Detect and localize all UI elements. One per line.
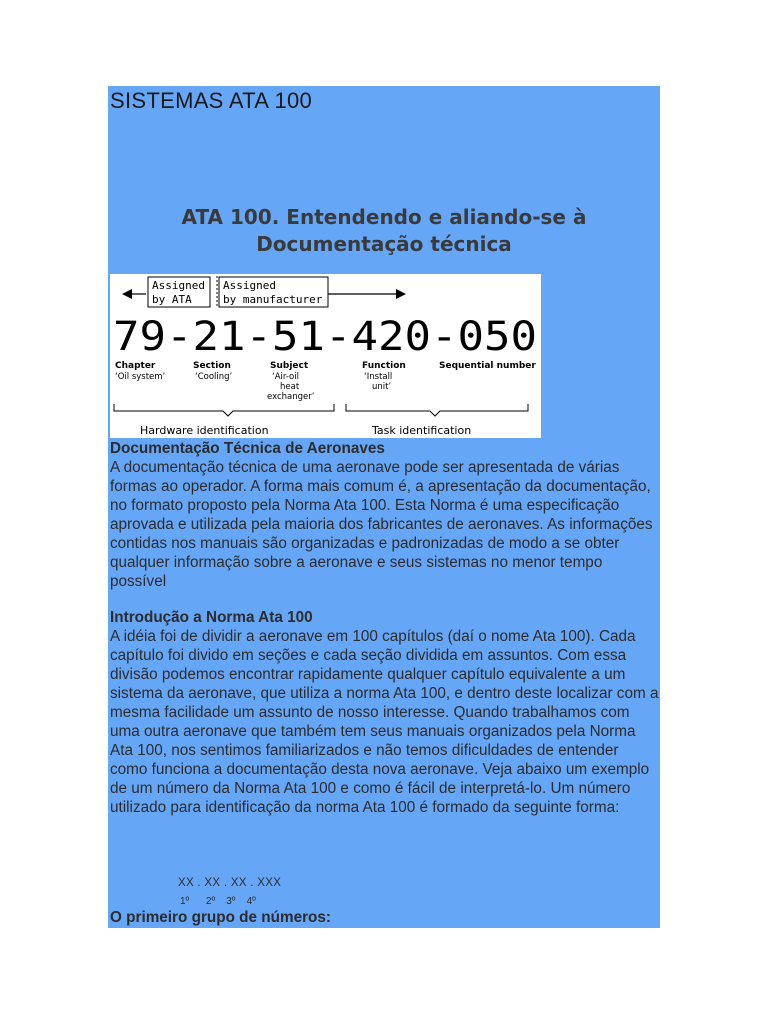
- assigned-ata-line2: by ATA: [152, 293, 192, 306]
- article-heading: ATA 100. Entendendo e aliando-se à Documentação técnica: [181, 205, 587, 256]
- section-title: Introdução a Norma Ata 100: [110, 609, 313, 626]
- ordinal-2: 2º: [205, 896, 216, 907]
- ata-number-diagram: [110, 274, 541, 438]
- ata-number: 79-21-51-420-050: [113, 314, 537, 360]
- section-label: Section: [193, 361, 231, 371]
- document-page: [108, 86, 660, 928]
- section-title: Documentação Técnica de Aeronaves: [110, 440, 385, 457]
- section-documentacao: [110, 439, 660, 591]
- subject-label: Subject: [270, 361, 309, 371]
- subject-desc-2: heat: [280, 382, 300, 392]
- ordinal-3: 3º: [226, 896, 236, 907]
- assigned-manufacturer-line2: by manufacturer: [223, 293, 323, 306]
- ordinal-4: 4º: [246, 896, 256, 907]
- ata-diagram-svg: [110, 274, 541, 438]
- function-label: Function: [362, 361, 406, 371]
- assigned-manufacturer-line1: Assigned: [223, 279, 276, 292]
- function-desc-2: unit’: [372, 382, 392, 392]
- hardware-identification-label: Hardware identification: [140, 424, 269, 437]
- section-body: A documentação técnica de uma aeronave pode ser apresentada de várias formas ao operador. A forma mais comum é, a apresentação da documentação, no formato proposto pela Norma Ata 100. Esta Norma é uma especificação aprovada e utilizada pela maioria dos fabricantes de aeronaves. As informações contidas nos manuais são organizadas e padronizadas de modo a se obter qualquer informação sobre a aeronave e seus sistemas no menor tempo possível: [110, 459, 653, 590]
- first-group-heading: O primeiro grupo de números:: [110, 909, 331, 926]
- ata-format-code: XX . XX . XX . XXX: [178, 877, 282, 889]
- right-arrow-icon: [396, 289, 406, 299]
- task-identification-label: Task identification: [372, 424, 472, 437]
- chapter-desc: ‘Oil system’: [115, 372, 166, 382]
- left-arrow-icon: [122, 289, 132, 299]
- section-introducao: [110, 608, 660, 817]
- ordinal-1: 1º: [180, 896, 190, 907]
- function-desc-1: ‘Install: [364, 372, 393, 382]
- hardware-brace: [114, 404, 334, 416]
- ata-format-ordinals: [180, 896, 256, 907]
- task-brace: [346, 404, 528, 416]
- document-title: SISTEMAS ATA 100: [110, 88, 313, 113]
- subject-desc-1: ‘Air-oil: [272, 372, 299, 382]
- subject-desc-3: exchanger’: [267, 392, 315, 402]
- section-body: A idéia foi de dividir a aeronave em 100 capítulos (daí o nome Ata 100). Cada capítulo foi divido em seções e cada seção dividida em assuntos. Com essa divisão podemos encontrar rapidamente qualquer capítulo equivalente a um sistema da aeronave, que utiliza a norma Ata 100, e dentro deste localizar com a mesma facilidade um assunto de nosso interesse. Quando trabalhamos com uma outra aeronave que também tem seus manuais organizados pela Norma Ata 100, nos sentimos familiarizados e não temos dificuldades de entender como funciona a documentação desta nova aeronave. Veja abaixo um exemplo de um número da Norma Ata 100 e como é fácil de interpretá-lo. Um número utilizado para identificação da norma Ata 100 é formado da seguinte forma:: [110, 628, 659, 816]
- sequential-number-label: Sequential number: [439, 361, 536, 371]
- chapter-label: Chapter: [115, 361, 156, 371]
- section-desc: ‘Cooling’: [195, 372, 233, 382]
- assigned-ata-line1: Assigned: [152, 279, 205, 292]
